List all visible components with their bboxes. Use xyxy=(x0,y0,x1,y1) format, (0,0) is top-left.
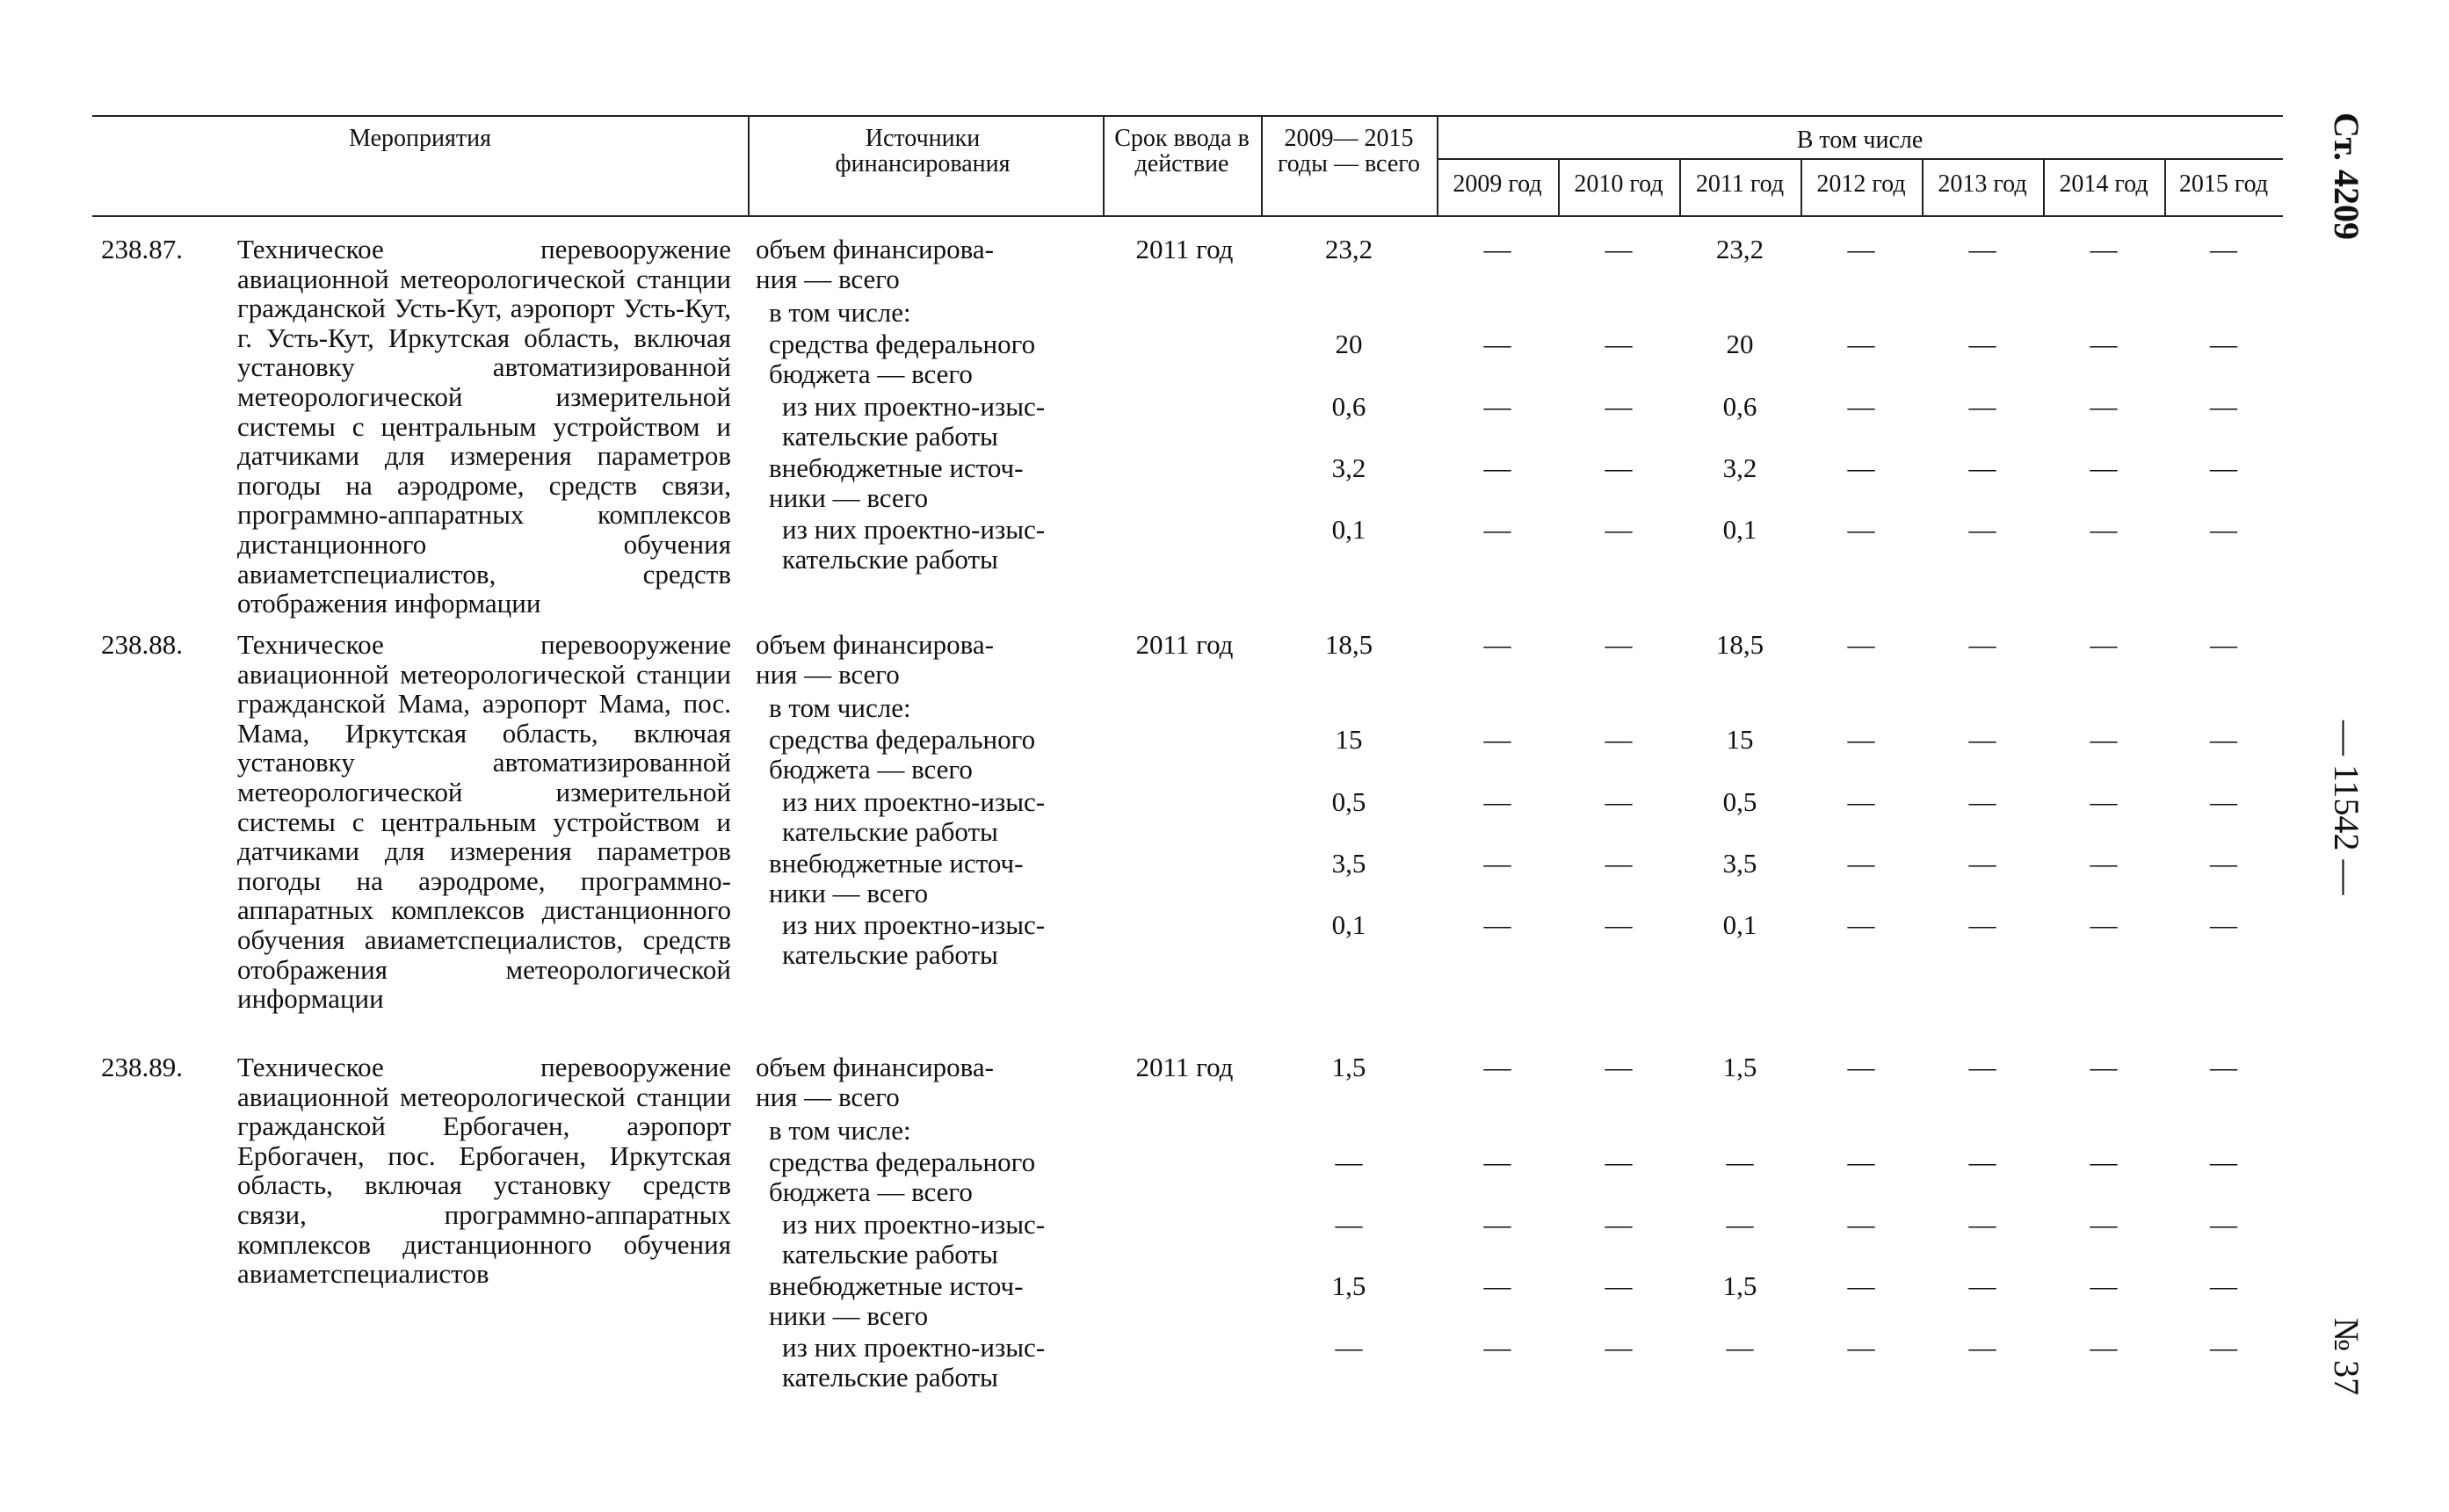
value-cell-y2010: — xyxy=(1605,391,1633,422)
value-cell-y2012: — xyxy=(1847,391,1875,422)
value-cell-y2014: — xyxy=(2090,1052,2118,1082)
value-cell-y2011: 0,5 xyxy=(1722,786,1757,817)
value-cell-y2012: — xyxy=(1847,1052,1875,1082)
value-cell-y2012: — xyxy=(1847,848,1875,879)
value-cell-y2012: — xyxy=(1847,1209,1875,1240)
value-cell-y2011: 23,2 xyxy=(1715,234,1764,264)
value-cell-y2011: 1,5 xyxy=(1722,1052,1757,1082)
value-cell-y2014: — xyxy=(2090,1209,2118,1240)
value-cell-y2015: — xyxy=(2210,452,2237,483)
source-design-extra: из них проектно-изыс- кательские работы xyxy=(782,514,1046,575)
value-cell-y2011: 3,2 xyxy=(1722,452,1757,483)
column-divider xyxy=(1103,115,1105,215)
value-cell-y2014: — xyxy=(2090,724,2118,755)
value-cell-y2014: — xyxy=(2090,514,2118,545)
value-cell-y2010: — xyxy=(1605,329,1633,359)
value-cell-y2015: — xyxy=(2210,1332,2237,1363)
header-year-2010: 2010 год xyxy=(1574,170,1663,198)
value-cell-y2013: — xyxy=(1968,1147,1996,1177)
column-divider xyxy=(748,115,750,215)
source-design-federal: из них проектно-изыс- кательские работы xyxy=(782,1209,1046,1270)
value-cell-y2012: — xyxy=(1847,724,1875,755)
value-cell-y2015: — xyxy=(2210,1209,2237,1240)
source-including: в том числе: xyxy=(769,692,911,723)
document-number-label: — 11542 — xyxy=(2327,720,2366,895)
header-total: 2009— 2015 годы — всего xyxy=(1277,125,1421,177)
value-cell-y2009: — xyxy=(1483,786,1511,817)
value-cell-y2014: — xyxy=(2090,329,2118,359)
source-including: в том числе: xyxy=(769,297,911,328)
source-extrabudget: внебюджетные источ- ники — всего xyxy=(769,452,1024,513)
value-cell-total: 0,5 xyxy=(1331,786,1366,817)
source-federal: средства федерального бюджета — всего xyxy=(769,724,1036,785)
source-total: объем финансирова- ния — всего xyxy=(756,1052,994,1112)
subheader-rule xyxy=(1437,158,2283,160)
value-cell-y2010: — xyxy=(1605,234,1633,264)
value-cell-y2010: — xyxy=(1605,848,1633,879)
row-term: 2011 год xyxy=(1135,629,1234,660)
issue-number-label: № 37 xyxy=(2327,1318,2366,1396)
value-cell-y2014: — xyxy=(2090,848,2118,879)
value-cell-total: 3,2 xyxy=(1331,452,1366,483)
value-cell-y2010: — xyxy=(1605,1332,1633,1363)
value-cell-y2012: — xyxy=(1847,452,1875,483)
row-description: Техническое перевооружение авиационной метеорологической станции гражданской Ербогачен, аэропорт Ербогачен, пос. Ербогачен, Иркутская область, включая установку средств связи, программно-аппаратных комплексов дистанционного обучения авиаметспециалистов xyxy=(237,1052,731,1290)
value-cell-y2009: — xyxy=(1483,514,1511,545)
value-cell-y2015: — xyxy=(2210,909,2237,940)
value-cell-y2012: — xyxy=(1847,1147,1875,1177)
value-cell-y2009: — xyxy=(1483,909,1511,940)
value-cell-y2009: — xyxy=(1483,848,1511,879)
source-total: объем финансирова- ния — всего xyxy=(756,234,994,294)
source-extrabudget: внебюджетные источ- ники — всего xyxy=(769,848,1024,908)
value-cell-y2015: — xyxy=(2210,724,2237,755)
source-federal: средства федерального бюджета — всего xyxy=(769,329,1036,389)
value-cell-y2014: — xyxy=(2090,629,2118,660)
value-cell-total: — xyxy=(1335,1209,1363,1240)
source-extrabudget: внебюджетные источ- ники — всего xyxy=(769,1270,1024,1331)
value-cell-total: 20 xyxy=(1335,329,1363,359)
header-bottom-rule xyxy=(92,215,2283,217)
header-year-2009: 2009 год xyxy=(1453,170,1542,198)
value-cell-y2014: — xyxy=(2090,1270,2118,1301)
value-cell-y2012: — xyxy=(1847,1332,1875,1363)
value-cell-y2009: — xyxy=(1483,1209,1511,1240)
header-term: Срок ввода в действие xyxy=(1114,125,1250,177)
value-cell-y2014: — xyxy=(2090,1147,2118,1177)
value-cell-y2011: — xyxy=(1726,1332,1754,1363)
value-cell-y2012: — xyxy=(1847,786,1875,817)
value-cell-y2015: — xyxy=(2210,786,2237,817)
source-design-extra: из них проектно-изыс- кательские работы xyxy=(782,1332,1046,1393)
value-cell-total: 0,1 xyxy=(1331,514,1366,545)
value-cell-y2010: — xyxy=(1605,452,1633,483)
value-cell-y2015: — xyxy=(2210,234,2237,264)
value-cell-y2010: — xyxy=(1605,1270,1633,1301)
value-cell-y2015: — xyxy=(2210,329,2237,359)
value-cell-y2011: 3,5 xyxy=(1722,848,1757,879)
value-cell-y2015: — xyxy=(2210,1270,2237,1301)
value-cell-total: 0,1 xyxy=(1331,909,1366,940)
header-measures: Мероприятия xyxy=(349,125,491,152)
value-cell-y2013: — xyxy=(1968,629,1996,660)
header-including: В том числе xyxy=(1796,127,1924,154)
value-cell-y2013: — xyxy=(1968,724,1996,755)
value-cell-total: 15 xyxy=(1335,724,1363,755)
value-cell-y2010: — xyxy=(1605,786,1633,817)
value-cell-y2010: — xyxy=(1605,1052,1633,1082)
value-cell-y2015: — xyxy=(2210,1147,2237,1177)
value-cell-y2009: — xyxy=(1483,1052,1511,1082)
value-cell-total: 3,5 xyxy=(1331,848,1366,879)
row-term: 2011 год xyxy=(1135,1052,1234,1082)
value-cell-y2010: — xyxy=(1605,1147,1633,1177)
value-cell-y2013: — xyxy=(1968,1209,1996,1240)
value-cell-y2014: — xyxy=(2090,909,2118,940)
value-cell-y2011: 1,5 xyxy=(1722,1270,1757,1301)
value-cell-y2013: — xyxy=(1968,329,1996,359)
value-cell-y2013: — xyxy=(1968,391,1996,422)
value-cell-y2012: — xyxy=(1847,234,1875,264)
value-cell-y2015: — xyxy=(2210,1052,2237,1082)
value-cell-y2012: — xyxy=(1847,629,1875,660)
value-cell-y2011: 0,1 xyxy=(1722,909,1757,940)
value-cell-total: 0,6 xyxy=(1331,391,1366,422)
value-cell-y2011: 0,6 xyxy=(1722,391,1757,422)
value-cell-y2013: — xyxy=(1968,786,1996,817)
value-cell-y2009: — xyxy=(1483,391,1511,422)
header-year-2014: 2014 год xyxy=(2059,170,2148,198)
table-top-rule xyxy=(92,115,2283,117)
row-description: Техническое перевооружение авиационной метеорологической станции гражданской Усть-Кут, аэропорт Усть-Кут, г. Усть-Кут, Иркутская область, включая установку автоматизированной метеорологической измерительной системы с центральным устройством и датчиками для измерения параметров погоды на аэродроме, средств связи, программно-аппаратных комплексов дистанционного обучения авиаметспециалистов, средств отображения информации xyxy=(237,234,731,619)
value-cell-y2009: — xyxy=(1483,1332,1511,1363)
value-cell-y2013: — xyxy=(1968,1270,1996,1301)
value-cell-y2012: — xyxy=(1847,329,1875,359)
value-cell-y2013: — xyxy=(1968,909,1996,940)
value-cell-total: 18,5 xyxy=(1324,629,1373,660)
value-cell-y2014: — xyxy=(2090,234,2118,264)
header-year-2015: 2015 год xyxy=(2178,170,2269,198)
value-cell-total: — xyxy=(1335,1332,1363,1363)
value-cell-y2010: — xyxy=(1605,724,1633,755)
value-cell-total: 23,2 xyxy=(1324,234,1373,264)
row-number: 238.89. xyxy=(101,1052,183,1082)
value-cell-y2010: — xyxy=(1605,909,1633,940)
value-cell-y2013: — xyxy=(1968,848,1996,879)
value-cell-y2012: — xyxy=(1847,1270,1875,1301)
source-total: объем финансирова- ния — всего xyxy=(756,629,994,690)
value-cell-total: — xyxy=(1335,1147,1363,1177)
value-cell-y2015: — xyxy=(2210,391,2237,422)
column-divider xyxy=(1261,115,1263,215)
value-cell-y2014: — xyxy=(2090,786,2118,817)
value-cell-y2014: — xyxy=(2090,1332,2118,1363)
value-cell-y2013: — xyxy=(1968,1052,1996,1082)
header-year-2012: 2012 год xyxy=(1816,170,1906,198)
value-cell-y2014: — xyxy=(2090,391,2118,422)
value-cell-y2009: — xyxy=(1483,1270,1511,1301)
value-cell-y2012: — xyxy=(1847,909,1875,940)
source-design-extra: из них проектно-изыс- кательские работы xyxy=(782,909,1046,970)
row-term: 2011 год xyxy=(1135,234,1234,264)
header-sources: Источники финансирования xyxy=(835,125,1011,177)
value-cell-y2013: — xyxy=(1968,1332,1996,1363)
value-cell-y2009: — xyxy=(1483,329,1511,359)
value-cell-y2009: — xyxy=(1483,629,1511,660)
value-cell-y2010: — xyxy=(1605,1209,1633,1240)
value-cell-y2011: 0,1 xyxy=(1722,514,1757,545)
page-number-label: Ст. 4209 xyxy=(2327,112,2366,240)
value-cell-y2011: 18,5 xyxy=(1715,629,1764,660)
source-design-federal: из них проектно-изыс- кательские работы xyxy=(782,786,1046,847)
source-including: в том числе: xyxy=(769,1115,911,1146)
value-cell-y2015: — xyxy=(2210,629,2237,660)
value-cell-y2009: — xyxy=(1483,1147,1511,1177)
value-cell-total: 1,5 xyxy=(1331,1052,1366,1082)
value-cell-y2014: — xyxy=(2090,452,2118,483)
header-year-2011: 2011 год xyxy=(1695,170,1785,198)
value-cell-y2010: — xyxy=(1605,514,1633,545)
value-cell-y2012: — xyxy=(1847,514,1875,545)
value-cell-y2011: 15 xyxy=(1726,724,1754,755)
row-description: Техническое перевооружение авиационной метеорологической станции гражданской Мама, аэропорт Мама, пос. Мама, Иркутская область, включая установку автоматизированной метеорологической измерительной системы с центральным устройством и датчиками для измерения параметров погоды на аэродроме, программно-аппаратных комплексов дистанционного обучения авиаметспециалистов, средств отображения метеорологической информации xyxy=(237,629,731,1015)
value-cell-y2011: — xyxy=(1726,1209,1754,1240)
value-cell-y2010: — xyxy=(1605,629,1633,660)
row-number: 238.88. xyxy=(101,629,183,660)
value-cell-y2009: — xyxy=(1483,234,1511,264)
value-cell-y2009: — xyxy=(1483,724,1511,755)
value-cell-y2011: — xyxy=(1726,1147,1754,1177)
header-year-2013: 2013 год xyxy=(1938,170,2027,198)
value-cell-y2015: — xyxy=(2210,514,2237,545)
value-cell-y2013: — xyxy=(1968,452,1996,483)
value-cell-y2011: 20 xyxy=(1726,329,1754,359)
source-design-federal: из них проектно-изыс- кательские работы xyxy=(782,391,1046,452)
value-cell-y2013: — xyxy=(1968,514,1996,545)
value-cell-y2015: — xyxy=(2210,848,2237,879)
row-number: 238.87. xyxy=(101,234,183,264)
source-federal: средства федерального бюджета — всего xyxy=(769,1147,1036,1207)
value-cell-y2009: — xyxy=(1483,452,1511,483)
value-cell-y2013: — xyxy=(1968,234,1996,264)
value-cell-total: 1,5 xyxy=(1331,1270,1366,1301)
